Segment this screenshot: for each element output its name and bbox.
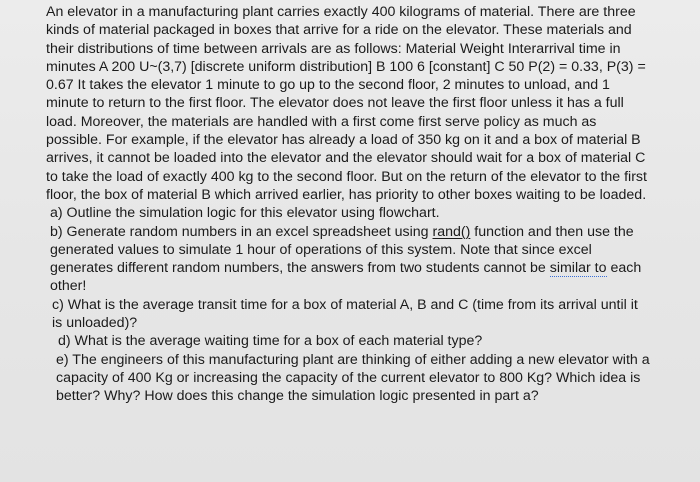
question-a: a) Outline the simulation logic for this elevator using flowchart. [50, 205, 440, 222]
question-b-end: each other! [50, 260, 642, 295]
problem-text [46, 3, 652, 406]
question-b-middle: function and then use the generated values to simulate 1 hour of operations of this system. Note that since excel generates different random numbers, the answers from two students cannot be [50, 223, 634, 277]
question-c: c) What is the average transit time for a box of material A, B and C (time from its arrival until it is unloaded)? [52, 296, 638, 332]
question-b [50, 223, 652, 296]
question-b-start: b) Generate random numbers in an excel spreadsheet using [50, 223, 433, 240]
rand-function-text: rand() [432, 223, 471, 240]
question-d: d) What is the average waiting time for a box of each material type? [58, 333, 483, 350]
similar-to-text: similar to [549, 260, 607, 277]
question-e: e) The engineers of this manufacturing plant are thinking of either adding a new elevator with a capacity of 400 Kg or increasing the capacity of the current elevator to 800 Kg? Which idea is better? Why? How does this change the simulation logic presented in part a? [56, 351, 650, 405]
problem-intro: An elevator in a manufacturing plant carries exactly 400 kilograms of material. There are three kinds of material packaged in boxes that arrive for a ride on the elevator. These materials and their distributions of time between arrivals are as follows: Material Weight Interarrival time in minutes A 200 U~(3,7) [discrete uniform distribution] B 100 6 [constant] C 50 P(2) = 0.33, P(3) = 0.67 It takes the elevator 1 minute to go up to the second floor, 2 minutes to unload, and 1 minute to return to the first floor. The elevator does not leave the first floor unless it has a full load. Moreover, the materials are handled with a first come first serve policy as much as possible. For example, if the elevator has already a load of 350 kg on it and a box of material B arrives, it cannot be loaded into the elevator and the elevator should wait for a box of material C to take the load of exactly 400 kg to the second floor. But on the return of the elevator to the first floor, the box of material B which arrived earlier, has priority to other boxes waiting to be loaded. [46, 4, 647, 203]
